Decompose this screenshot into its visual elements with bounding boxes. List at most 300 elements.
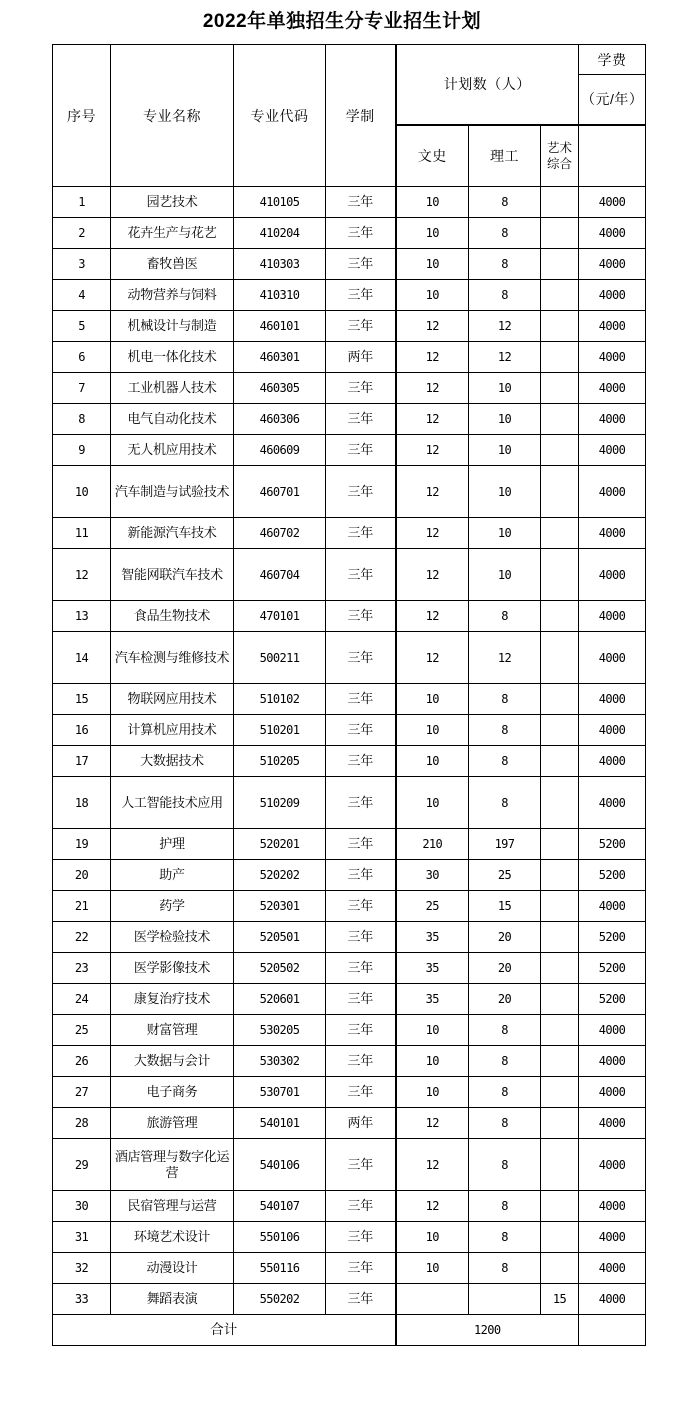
cell-major-code: 510209: [234, 777, 326, 829]
cell-major-code: 520202: [234, 860, 326, 891]
cell-major-code: 460704: [234, 549, 326, 601]
cell-fee: 4000: [579, 1253, 646, 1284]
table-row: [53, 218, 646, 249]
cell-seq: 26: [53, 1046, 111, 1077]
cell-major-name: 大数据技术: [111, 746, 234, 777]
cell-fee: 4000: [579, 518, 646, 549]
cell-major-name: 民宿管理与运营: [111, 1191, 234, 1222]
header-tuition-label: 学费: [579, 45, 646, 75]
cell-duration: 两年: [326, 342, 396, 373]
cell-ligong: 15: [469, 891, 541, 922]
cell-ligong: 8: [469, 1222, 541, 1253]
cell-ligong: 8: [469, 187, 541, 218]
table-row: [53, 249, 646, 280]
cell-major-code: 460609: [234, 435, 326, 466]
cell-ligong: 8: [469, 280, 541, 311]
cell-wenshi: 30: [396, 860, 469, 891]
cell-wenshi: 25: [396, 891, 469, 922]
cell-duration: 三年: [326, 891, 396, 922]
header-plan-group: 计划数（人）: [396, 45, 579, 125]
header-major-name: 专业名称: [111, 45, 234, 187]
cell-major-code: 520501: [234, 922, 326, 953]
table-row: [53, 860, 646, 891]
cell-major-code: 520201: [234, 829, 326, 860]
cell-major-name: 财富管理: [111, 1015, 234, 1046]
cell-major-name: 康复治疗技术: [111, 984, 234, 1015]
cell-yishu: [541, 342, 579, 373]
cell-seq: 9: [53, 435, 111, 466]
cell-seq: 2: [53, 218, 111, 249]
cell-wenshi: 12: [396, 1108, 469, 1139]
cell-major-name: 药学: [111, 891, 234, 922]
cell-major-name: 动物营养与饲料: [111, 280, 234, 311]
cell-fee: 5200: [579, 984, 646, 1015]
cell-fee: 4000: [579, 1108, 646, 1139]
cell-ligong: 10: [469, 466, 541, 518]
cell-major-code: 530205: [234, 1015, 326, 1046]
header-tuition-unit: （元/年）: [579, 75, 646, 125]
cell-major-name: 医学影像技术: [111, 953, 234, 984]
header-row-top: [53, 45, 646, 75]
cell-seq: 33: [53, 1284, 111, 1315]
cell-yishu: [541, 311, 579, 342]
cell-duration: 三年: [326, 518, 396, 549]
cell-ligong: 20: [469, 922, 541, 953]
table-row: [53, 435, 646, 466]
table-row: [53, 373, 646, 404]
table-row: [53, 342, 646, 373]
cell-major-name: 物联网应用技术: [111, 684, 234, 715]
cell-fee: 5200: [579, 860, 646, 891]
cell-fee: 4000: [579, 746, 646, 777]
table-row: [53, 1191, 646, 1222]
total-value: 1200: [396, 1315, 579, 1346]
cell-ligong: 10: [469, 518, 541, 549]
cell-yishu: [541, 404, 579, 435]
cell-major-name: 医学检验技术: [111, 922, 234, 953]
cell-yishu: [541, 777, 579, 829]
cell-ligong: 8: [469, 1139, 541, 1191]
table-row: [53, 984, 646, 1015]
cell-wenshi: 10: [396, 187, 469, 218]
cell-ligong: 8: [469, 1077, 541, 1108]
cell-major-name: 舞蹈表演: [111, 1284, 234, 1315]
cell-wenshi: 12: [396, 435, 469, 466]
table-row: [53, 1046, 646, 1077]
cell-major-name: 汽车检测与维修技术: [111, 632, 234, 684]
cell-major-code: 520502: [234, 953, 326, 984]
cell-yishu: [541, 684, 579, 715]
cell-fee: 4000: [579, 435, 646, 466]
cell-fee: 4000: [579, 777, 646, 829]
cell-seq: 10: [53, 466, 111, 518]
cell-major-code: 410105: [234, 187, 326, 218]
total-row: [53, 1315, 646, 1346]
cell-duration: 三年: [326, 187, 396, 218]
table-header: [53, 45, 646, 187]
cell-major-code: 460306: [234, 404, 326, 435]
table-row: [53, 1108, 646, 1139]
cell-duration: 三年: [326, 1077, 396, 1108]
cell-seq: 18: [53, 777, 111, 829]
cell-major-name: 计算机应用技术: [111, 715, 234, 746]
cell-major-name: 工业机器人技术: [111, 373, 234, 404]
cell-fee: 4000: [579, 404, 646, 435]
cell-duration: 三年: [326, 1015, 396, 1046]
cell-major-code: 500211: [234, 632, 326, 684]
cell-seq: 25: [53, 1015, 111, 1046]
cell-wenshi: 12: [396, 601, 469, 632]
cell-yishu: 15: [541, 1284, 579, 1315]
cell-duration: 三年: [326, 601, 396, 632]
cell-fee: 4000: [579, 1046, 646, 1077]
table-row: [53, 777, 646, 829]
cell-yishu: [541, 466, 579, 518]
cell-ligong: 10: [469, 373, 541, 404]
cell-duration: 三年: [326, 829, 396, 860]
cell-duration: 两年: [326, 1108, 396, 1139]
cell-ligong: 8: [469, 746, 541, 777]
cell-yishu: [541, 218, 579, 249]
total-label: 合计: [53, 1315, 396, 1346]
cell-yishu: [541, 1191, 579, 1222]
cell-duration: 三年: [326, 218, 396, 249]
cell-wenshi: 10: [396, 1077, 469, 1108]
cell-major-name: 智能网联汽车技术: [111, 549, 234, 601]
cell-duration: 三年: [326, 715, 396, 746]
cell-duration: 三年: [326, 549, 396, 601]
cell-fee: 4000: [579, 218, 646, 249]
cell-seq: 20: [53, 860, 111, 891]
cell-yishu: [541, 1222, 579, 1253]
cell-major-code: 470101: [234, 601, 326, 632]
cell-major-name: 食品生物技术: [111, 601, 234, 632]
cell-fee: 4000: [579, 1222, 646, 1253]
cell-major-name: 园艺技术: [111, 187, 234, 218]
cell-seq: 3: [53, 249, 111, 280]
cell-major-code: 510205: [234, 746, 326, 777]
cell-major-name: 环境艺术设计: [111, 1222, 234, 1253]
cell-fee: 4000: [579, 1284, 646, 1315]
cell-seq: 7: [53, 373, 111, 404]
cell-ligong: 8: [469, 777, 541, 829]
cell-yishu: [541, 549, 579, 601]
cell-duration: 三年: [326, 922, 396, 953]
cell-ligong: 10: [469, 435, 541, 466]
cell-seq: 4: [53, 280, 111, 311]
cell-yishu: [541, 632, 579, 684]
cell-yishu: [541, 922, 579, 953]
cell-duration: 三年: [326, 435, 396, 466]
cell-yishu: [541, 373, 579, 404]
table-row: [53, 601, 646, 632]
cell-yishu: [541, 1253, 579, 1284]
cell-wenshi: 10: [396, 218, 469, 249]
cell-major-code: 540107: [234, 1191, 326, 1222]
cell-seq: 28: [53, 1108, 111, 1139]
cell-wenshi: 12: [396, 342, 469, 373]
cell-wenshi: 10: [396, 1222, 469, 1253]
cell-wenshi: 12: [396, 466, 469, 518]
cell-seq: 11: [53, 518, 111, 549]
cell-yishu: [541, 860, 579, 891]
table-row: [53, 466, 646, 518]
table-row: [53, 1077, 646, 1108]
page-title: 2022年单独招生分专业招生计划: [202, 11, 482, 32]
table-row: [53, 829, 646, 860]
cell-major-name: 电气自动化技术: [111, 404, 234, 435]
cell-wenshi: 10: [396, 1046, 469, 1077]
table-row: [53, 746, 646, 777]
cell-fee: 4000: [579, 373, 646, 404]
cell-seq: 21: [53, 891, 111, 922]
header-wenshi: 文史: [396, 125, 469, 187]
cell-seq: 32: [53, 1253, 111, 1284]
cell-yishu: [541, 984, 579, 1015]
cell-ligong: 20: [469, 984, 541, 1015]
cell-seq: 8: [53, 404, 111, 435]
cell-ligong: 8: [469, 249, 541, 280]
table-row: [53, 1222, 646, 1253]
table-row: [53, 953, 646, 984]
cell-major-code: 550106: [234, 1222, 326, 1253]
cell-yishu: [541, 1077, 579, 1108]
cell-ligong: 197: [469, 829, 541, 860]
table-row: [53, 715, 646, 746]
table-row: [53, 549, 646, 601]
cell-seq: 17: [53, 746, 111, 777]
cell-fee: 5200: [579, 829, 646, 860]
cell-fee: 4000: [579, 249, 646, 280]
cell-wenshi: 10: [396, 280, 469, 311]
cell-wenshi: [396, 1284, 469, 1315]
cell-major-code: 520601: [234, 984, 326, 1015]
table-row: [53, 1284, 646, 1315]
cell-yishu: [541, 601, 579, 632]
cell-wenshi: 35: [396, 922, 469, 953]
cell-major-name: 动漫设计: [111, 1253, 234, 1284]
table-row: [53, 922, 646, 953]
cell-duration: 三年: [326, 953, 396, 984]
cell-yishu: [541, 1015, 579, 1046]
cell-duration: 三年: [326, 1284, 396, 1315]
cell-major-code: 410303: [234, 249, 326, 280]
cell-major-code: 540106: [234, 1139, 326, 1191]
cell-ligong: 10: [469, 549, 541, 601]
cell-major-name: 机械设计与制造: [111, 311, 234, 342]
cell-duration: 三年: [326, 373, 396, 404]
table-row: [53, 518, 646, 549]
cell-major-name: 机电一体化技术: [111, 342, 234, 373]
cell-major-name: 人工智能技术应用: [111, 777, 234, 829]
cell-major-name: 酒店管理与数字化运营: [111, 1139, 234, 1191]
cell-yishu: [541, 891, 579, 922]
cell-fee: 4000: [579, 311, 646, 342]
enrollment-plan-table-container: [52, 44, 645, 1346]
cell-fee: 4000: [579, 715, 646, 746]
cell-major-name: 助产: [111, 860, 234, 891]
cell-wenshi: 10: [396, 1015, 469, 1046]
cell-duration: 三年: [326, 632, 396, 684]
header-duration: 学制: [326, 45, 396, 187]
cell-major-code: 530701: [234, 1077, 326, 1108]
cell-ligong: 8: [469, 715, 541, 746]
cell-duration: 三年: [326, 860, 396, 891]
cell-major-code: 460101: [234, 311, 326, 342]
cell-ligong: 10: [469, 404, 541, 435]
cell-major-name: 旅游管理: [111, 1108, 234, 1139]
table-row: [53, 1015, 646, 1046]
cell-ligong: 20: [469, 953, 541, 984]
cell-yishu: [541, 435, 579, 466]
cell-ligong: 12: [469, 632, 541, 684]
cell-ligong: 12: [469, 342, 541, 373]
cell-yishu: [541, 1046, 579, 1077]
cell-wenshi: 10: [396, 249, 469, 280]
cell-ligong: 25: [469, 860, 541, 891]
enrollment-plan-table: [52, 44, 646, 1346]
cell-wenshi: 10: [396, 715, 469, 746]
cell-wenshi: 35: [396, 984, 469, 1015]
cell-seq: 19: [53, 829, 111, 860]
cell-major-name: 护理: [111, 829, 234, 860]
cell-major-code: 410310: [234, 280, 326, 311]
cell-duration: 三年: [326, 466, 396, 518]
cell-seq: 27: [53, 1077, 111, 1108]
cell-yishu: [541, 953, 579, 984]
cell-duration: 三年: [326, 746, 396, 777]
cell-seq: 5: [53, 311, 111, 342]
cell-seq: 24: [53, 984, 111, 1015]
table-row: [53, 404, 646, 435]
cell-duration: 三年: [326, 311, 396, 342]
cell-fee: 5200: [579, 922, 646, 953]
cell-wenshi: 12: [396, 1139, 469, 1191]
cell-yishu: [541, 1108, 579, 1139]
cell-major-name: 畜牧兽医: [111, 249, 234, 280]
cell-wenshi: 12: [396, 404, 469, 435]
cell-seq: 12: [53, 549, 111, 601]
header-tuition-blank: [579, 125, 646, 187]
cell-wenshi: 12: [396, 632, 469, 684]
cell-ligong: 8: [469, 601, 541, 632]
cell-major-name: 大数据与会计: [111, 1046, 234, 1077]
header-ligong: 理工: [469, 125, 541, 187]
cell-major-name: 无人机应用技术: [111, 435, 234, 466]
table-row: [53, 187, 646, 218]
cell-major-code: 410204: [234, 218, 326, 249]
cell-yishu: [541, 1139, 579, 1191]
cell-duration: 三年: [326, 1191, 396, 1222]
cell-ligong: [469, 1284, 541, 1315]
cell-major-code: 550202: [234, 1284, 326, 1315]
cell-seq: 16: [53, 715, 111, 746]
cell-major-code: 460702: [234, 518, 326, 549]
table-row: [53, 280, 646, 311]
cell-wenshi: 210: [396, 829, 469, 860]
cell-yishu: [541, 746, 579, 777]
cell-fee: 4000: [579, 632, 646, 684]
cell-duration: 三年: [326, 777, 396, 829]
header-seq: 序号: [53, 45, 111, 187]
cell-major-code: 460701: [234, 466, 326, 518]
header-yishu: 艺术综合: [541, 125, 579, 187]
cell-major-code: 510102: [234, 684, 326, 715]
cell-major-code: 510201: [234, 715, 326, 746]
cell-wenshi: 10: [396, 777, 469, 829]
cell-ligong: 8: [469, 1015, 541, 1046]
cell-fee: 4000: [579, 342, 646, 373]
cell-seq: 13: [53, 601, 111, 632]
cell-ligong: 8: [469, 218, 541, 249]
cell-yishu: [541, 829, 579, 860]
table-body: [53, 187, 646, 1315]
cell-wenshi: 12: [396, 311, 469, 342]
cell-seq: 31: [53, 1222, 111, 1253]
cell-wenshi: 10: [396, 684, 469, 715]
cell-seq: 15: [53, 684, 111, 715]
table-row: [53, 311, 646, 342]
cell-fee: 4000: [579, 891, 646, 922]
cell-major-code: 550116: [234, 1253, 326, 1284]
cell-duration: 三年: [326, 984, 396, 1015]
cell-fee: 4000: [579, 187, 646, 218]
cell-yishu: [541, 249, 579, 280]
cell-ligong: 8: [469, 1046, 541, 1077]
cell-duration: 三年: [326, 280, 396, 311]
cell-major-name: 电子商务: [111, 1077, 234, 1108]
cell-wenshi: 12: [396, 549, 469, 601]
cell-yishu: [541, 518, 579, 549]
cell-ligong: 8: [469, 1191, 541, 1222]
table-footer: [53, 1315, 646, 1346]
cell-wenshi: 10: [396, 746, 469, 777]
cell-duration: 三年: [326, 249, 396, 280]
header-major-code: 专业代码: [234, 45, 326, 187]
cell-ligong: 8: [469, 684, 541, 715]
cell-fee: 4000: [579, 684, 646, 715]
cell-yishu: [541, 187, 579, 218]
cell-duration: 三年: [326, 1253, 396, 1284]
cell-wenshi: 10: [396, 1253, 469, 1284]
cell-major-code: 520301: [234, 891, 326, 922]
cell-ligong: 12: [469, 311, 541, 342]
cell-major-name: 新能源汽车技术: [111, 518, 234, 549]
cell-duration: 三年: [326, 684, 396, 715]
cell-seq: 22: [53, 922, 111, 953]
cell-wenshi: 12: [396, 518, 469, 549]
cell-seq: 29: [53, 1139, 111, 1191]
cell-major-code: 540101: [234, 1108, 326, 1139]
table-row: [53, 1253, 646, 1284]
cell-wenshi: 12: [396, 373, 469, 404]
cell-wenshi: 12: [396, 1191, 469, 1222]
cell-fee: 4000: [579, 466, 646, 518]
cell-fee: 4000: [579, 1139, 646, 1191]
cell-major-code: 460305: [234, 373, 326, 404]
cell-duration: 三年: [326, 1139, 396, 1191]
cell-seq: 30: [53, 1191, 111, 1222]
table-row: [53, 891, 646, 922]
cell-ligong: 8: [469, 1253, 541, 1284]
cell-major-name: 汽车制造与试验技术: [111, 466, 234, 518]
cell-seq: 23: [53, 953, 111, 984]
cell-duration: 三年: [326, 1046, 396, 1077]
table-row: [53, 632, 646, 684]
cell-duration: 三年: [326, 1222, 396, 1253]
cell-wenshi: 35: [396, 953, 469, 984]
cell-fee: 4000: [579, 280, 646, 311]
